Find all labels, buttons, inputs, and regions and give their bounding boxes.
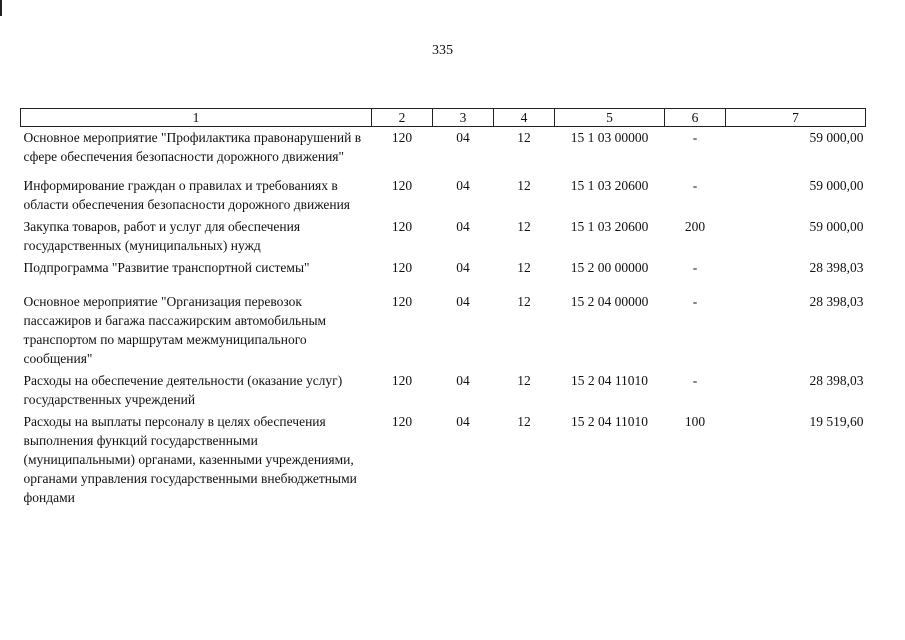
row-col3: 04: [456, 373, 470, 388]
table-row: [21, 411, 866, 509]
row-col3: 04: [456, 260, 470, 275]
column-header-5: 5: [555, 109, 665, 127]
row-col5: 15 2 00 00000: [570, 260, 649, 275]
row-col5: 15 1 03 20600: [570, 219, 649, 234]
row-col2: 120: [391, 373, 413, 388]
row-name: Информирование граждан о правилах и требованиях в области обеспечения безопасности дорожного движения: [23, 178, 350, 212]
column-header-6: 6: [665, 109, 726, 127]
row-col5: 15 2 04 11010: [570, 373, 649, 388]
table-row: [21, 370, 866, 411]
column-header-1: 1: [21, 109, 372, 127]
row-col3: 04: [456, 294, 470, 309]
column-header-4: 4: [494, 109, 555, 127]
table-row: [21, 127, 866, 176]
row-col3: 04: [456, 130, 470, 145]
row-col4: 12: [517, 294, 531, 309]
row-amount: 19 519,60: [809, 414, 864, 429]
row-amount: 59 000,00: [809, 130, 864, 145]
row-name: Закупка товаров, работ и услуг для обеспечения государственных (муниципальных) нужд: [23, 219, 301, 253]
row-col4: 12: [517, 130, 531, 145]
table-row: [21, 291, 866, 370]
row-col4: 12: [517, 178, 531, 193]
column-header-7: 7: [726, 109, 866, 127]
row-name: Расходы на выплаты персоналу в целях обеспечения выполнения функций государственными (муниципальными) органами, казенными учреждениями, органами управления государственными внебюджетными фондами: [23, 414, 357, 505]
row-amount: 59 000,00: [809, 219, 864, 234]
row-name: Основное мероприятие "Профилактика правонарушений в сфере обеспечения безопасности дорожного движения": [23, 130, 362, 164]
table-row: [21, 257, 866, 291]
row-col3: 04: [456, 414, 470, 429]
row-amount: 28 398,03: [809, 373, 864, 388]
row-amount: 28 398,03: [809, 260, 864, 275]
table-header-row: [21, 109, 866, 127]
row-col4: 12: [517, 260, 531, 275]
page-number: 335: [432, 43, 453, 58]
row-col6: -: [692, 260, 698, 275]
column-header-2: 2: [372, 109, 433, 127]
row-amount: 28 398,03: [809, 294, 864, 309]
row-col2: 120: [391, 219, 413, 234]
row-col3: 04: [456, 178, 470, 193]
row-col5: 15 1 03 20600: [570, 178, 649, 193]
row-col6: -: [692, 373, 698, 388]
row-name: Основное мероприятие "Организация перевозок пассажиров и багажа пассажирским автомобильным транспортом по маршрутам межмуниципального сообщения": [23, 294, 327, 366]
row-col2: 120: [391, 260, 413, 275]
row-name: Расходы на обеспечение деятельности (оказание услуг) государственных учреждений: [23, 373, 343, 407]
row-col2: 120: [391, 178, 413, 193]
column-header-3: 3: [433, 109, 494, 127]
row-col6: 100: [684, 414, 706, 429]
row-col3: 04: [456, 219, 470, 234]
row-col5: 15 2 04 00000: [570, 294, 649, 309]
budget-table: [20, 108, 866, 509]
row-col5: 15 2 04 11010: [570, 414, 649, 429]
table-row: [21, 216, 866, 257]
row-name: Подпрограмма "Развитие транспортной системы": [23, 260, 310, 275]
row-amount: 59 000,00: [809, 178, 864, 193]
row-col4: 12: [517, 219, 531, 234]
row-col4: 12: [517, 373, 531, 388]
row-col6: -: [692, 178, 698, 193]
row-col6: 200: [684, 219, 706, 234]
row-col6: -: [692, 294, 698, 309]
table-row: [21, 175, 866, 216]
row-col6: -: [692, 130, 698, 145]
row-col5: 15 1 03 00000: [570, 130, 649, 145]
row-col2: 120: [391, 414, 413, 429]
row-col2: 120: [391, 294, 413, 309]
row-col4: 12: [517, 414, 531, 429]
scan-edge-mark: [0, 0, 2, 16]
row-col2: 120: [391, 130, 413, 145]
